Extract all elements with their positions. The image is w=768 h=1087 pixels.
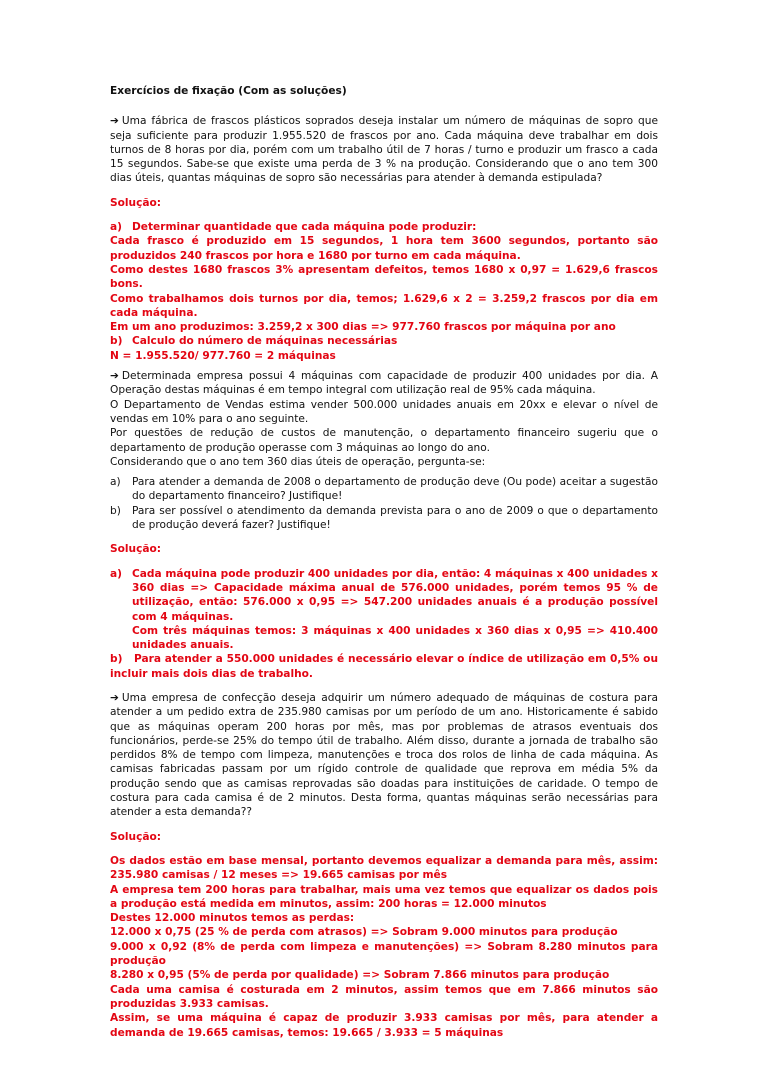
step-title: Calculo do número de máquinas necessárias (132, 335, 398, 348)
exercise-2-paragraph (110, 369, 658, 398)
solution-text: Com três máquinas temos: 3 máquinas x 400 unidades x 360 dias x 0,95 => 410.400 unidades anuais. (132, 624, 658, 652)
solution-line: Cada frasco é produzido em 15 segundos, 1 hora tem 3600 segundos, portanto são produzidos 240 frascos por hora e 1680 por turno em cada máquina. (110, 235, 658, 262)
exercise-2-text: Determinada empresa possui 4 máquinas com capacidade de produzir 400 unidades por dia. A Operação destas máquinas é em tempo integral com utilização real de 95% cada máquina. (110, 370, 658, 397)
exercise-3-statement (110, 691, 658, 820)
document-page (110, 84, 658, 1040)
question-label: b) (110, 504, 121, 517)
exercise-1-step-a (110, 220, 658, 234)
step-label: a) (110, 221, 122, 234)
solution-line: Destes 12.000 minutos temos as perdas: (110, 912, 355, 925)
arrow-icon: ➔ (110, 691, 119, 704)
exercise-1-step-b (110, 334, 658, 348)
solution-line: Assim, se uma máquina é capaz de produzir 3.933 camisas por mês, para atender a demanda de 19.665 camisas, temos: 19.665 / 3.933 = 5 máquinas (110, 1012, 658, 1039)
exercise-2-solution-b (110, 652, 658, 681)
solution-line: Como trabalhamos dois turnos por dia, temos; 1.629,6 x 2 = 3.259,2 frascos por dia em cada máquina. (110, 292, 658, 319)
question-text: Para ser possível o atendimento da demanda prevista para o ano de 2009 o que o departamento de produção deverá fazer? Justifique! (132, 504, 658, 532)
solution-label: Solução: (110, 196, 162, 209)
solution-label: Solução: (110, 830, 162, 843)
solution-line: Cada uma camisa é costurada em 2 minutos, assim temos que em 7.866 minutos são produzidas 3.933 camisas. (110, 983, 658, 1010)
exercise-3-text: Uma empresa de confecção deseja adquirir um número adequado de máquinas de costura para atender a um pedido extra de 235.980 camisas por um período de um ano. Historicamente é sabido que as máquinas operam 200 horas por mês, mas por problemas de atrasos eventuais dos funcionários, perde-se 25% do tempo útil de trabalho. Além disso, durante a jornada de trabalho são perdidos 8% de tempo com limpeza, manutenções e troca dos rolos de linha de cada máquina. As camisas fabricadas passam por um rígido controle de qualidade que reprova em média 5% da produção sendo que as camisas reprovadas são doadas para instituições de caridade. O tempo de costura para cada camisa é de 2 minutos. Desta forma, quantas máquinas serão necessárias para atender a esta demanda?? (110, 691, 658, 819)
exercise-2-solution-a (110, 567, 658, 624)
question-b (110, 504, 658, 533)
solution-line: A empresa tem 200 horas para trabalhar, mais uma vez temos que equalizar os dados pois a produção está medida em minutos, assim: 200 horas = 12.000 minutos (110, 883, 658, 910)
solution-label: Solução: (110, 543, 162, 556)
solution-line: Os dados estão em base mensal, portanto devemos equalizar a demanda para mês, assim: 235.980 camisas / 12 meses => 19.665 camisas por mês (110, 854, 658, 882)
solution-result: N = 1.955.520/ 977.760 = 2 máquinas (110, 349, 336, 362)
solution-line: 9.000 x 0,92 (8% de perda com limpeza e manutenções) => Sobram 8.280 minutos para produção (110, 940, 658, 968)
solution-line: Em um ano produzimos: 3.259,2 x 300 dias => 977.760 frascos por máquina por ano (110, 321, 616, 334)
exercise-2-paragraph: O Departamento de Vendas estima vender 500.000 unidades anuais em 20xx e elevar o nível de vendas em 10% para o ano seguinte. (110, 398, 658, 425)
question-a (110, 475, 658, 504)
step-label: b) (110, 653, 123, 666)
document-title: Exercícios de fixação (Com as soluções) (110, 85, 347, 97)
exercise-1-text: Uma fábrica de frascos plásticos soprados deseja instalar um número de máquinas de sopro que seja suficiente para produzir 1.955.520 de frascos por ano. Cada máquina deve trabalhar em dois turnos de 8 horas por dia, porém com um trabalho útil de 7 horas / turno e produzir um frasco a cada 15 segundos. Sabe-se que existe uma perda de 3 % na produção. Considerando que o ano tem 300 dias úteis, quantas máquinas de sopro são necessárias para atender à demanda estipulada? (110, 115, 658, 185)
solution-text: Cada máquina pode produzir 400 unidades por dia, então: 4 máquinas x 400 unidades x 360 dias => Capacidade máxima anual de 576.000 unidades, porém temos 95 % de utilização, então: 576.000 x 0,95 => 547.200 unidades anuais é a produção possível com 4 máquinas. (132, 567, 658, 623)
exercise-2-paragraph: Considerando que o ano tem 360 dias úteis de operação, pergunta-se: (110, 455, 486, 468)
step-label: a) (110, 567, 122, 580)
solution-line: 8.280 x 0,95 (5% de perda por qualidade) => Sobram 7.866 minutos para produção (110, 969, 610, 982)
step-title: Determinar quantidade que cada máquina pode produzir: (132, 221, 477, 234)
step-label: b) (110, 335, 123, 348)
question-label: a) (110, 476, 121, 489)
exercise-1-statement (110, 114, 658, 185)
question-text: Para atender a demanda de 2008 o departamento de produção deve (Ou pode) aceitar a sugestão do departamento financeiro? Justifique! (132, 476, 658, 503)
exercise-2-paragraph: Por questões de redução de custos de manutenção, o departamento financeiro sugeriu que o departamento de produção operasse com 3 máquinas ao longo do ano. (110, 427, 658, 454)
arrow-icon: ➔ (110, 115, 119, 128)
solution-text: Para atender a 550.000 unidades é necessário elevar o índice de utilização em 0,5% ou incluir mais dois dias de trabalho. (110, 653, 658, 680)
solution-line: Como destes 1680 frascos 3% apresentam defeitos, temos 1680 x 0,97 = 1.629,6 frascos bons. (110, 263, 658, 291)
arrow-icon: ➔ (110, 370, 119, 383)
solution-line: 12.000 x 0,75 (25 % de perda com atrasos) => Sobram 9.000 minutos para produção (110, 926, 618, 939)
